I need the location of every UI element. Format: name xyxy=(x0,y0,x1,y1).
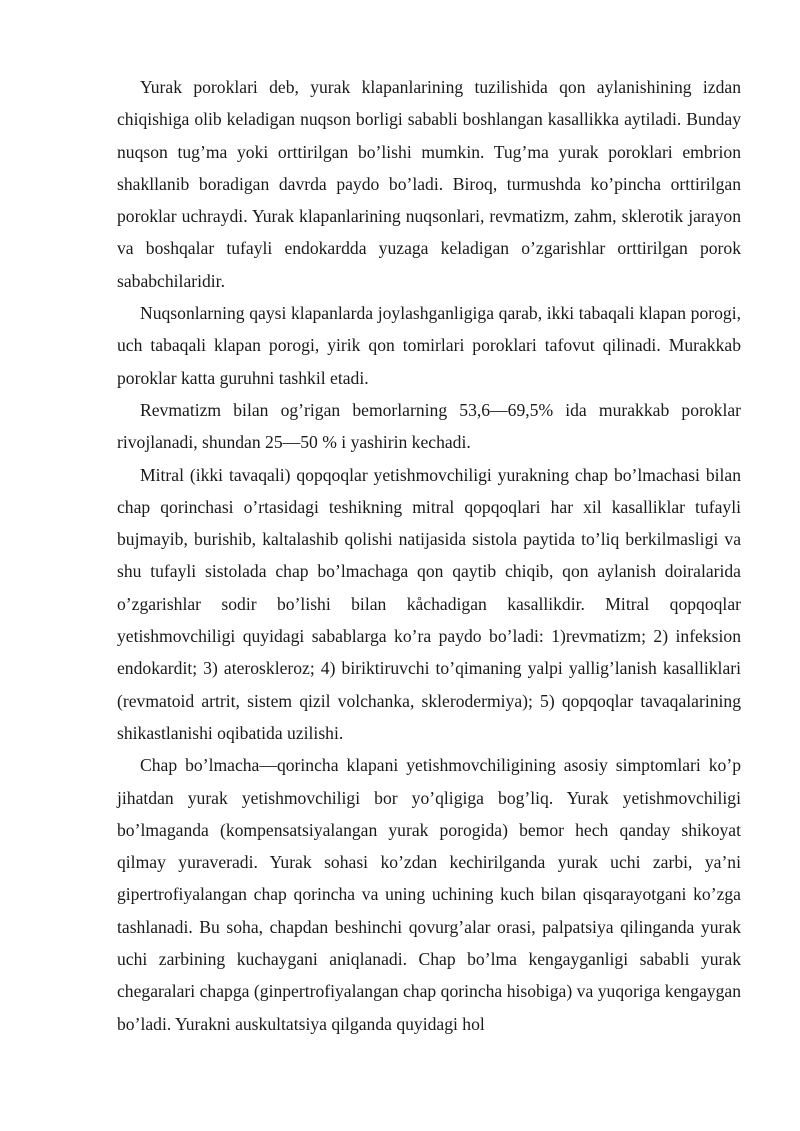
paragraph-4: Mitral (ikki tavaqali) qopqoqlar yetishmovchiligi yurakning chap bo’lmachasi bilan chap qorinchasi o’rtasidagi teshikning mitral qopqoqlari har xil kasalliklar tufayli bujmayib, burishib, kaltalashib qolishi natijasida sistola paytida to’liq berkilmasligi va shu tufayli sistolada chap bo’lmachaga qon qaytib chiqib, qon aylanish doiralarida o’zgarishlar sodir bo’lishi bilan kåchadigan kasallikdir. Mitral qopqoqlar yetishmovchiligi quyidagi sabablarga ko’ra paydo bo’ladi: 1)revmatizm; 2) infeksion endokardit; 3) ateroskleroz; 4) biriktiruvchi to’qimaning yalpi yallig’lanish kasalliklari (revmatoid artrit, sistem qizil volchanka, sklerodermiya); 5) qopqoqlar tavaqalarining shikastlanishi oqibatida uzilishi. xyxy=(117,464,741,743)
paragraph-5: Chap bo’lmacha—qorincha klapani yetishmovchiligining asosiy simptomlari ko’p jihatdan yurak yetishmovchiligi bor yo’qligiga bog’liq. Yurak yetishmovchiligi bo’lmaganda (kompensatsiyalangan yurak porogida) bemor hech qanday shikoyat qilmay yuraveradi. Yurak sohasi ko’zdan kechirilganda yurak uchi zarbi, ya’ni gipertrofiyalangan chap qorincha va uning uchining kuch bilan qisqarayotgani ko’zga tashlanadi. Bu soha, chapdan beshinchi qovurg’alar orasi, palpatsiya qilinganda yurak uchi zarbining kuchaygani aniqlanadi. Chap bo’lma kengayganligi sababli yurak chegaralari chapga (ginpertrofiyalangan chap qorincha hisobiga) va yuqoriga kengaygan bo’ladi. Yurakni auskultatsiya qilganda quyidagi hol xyxy=(117,755,741,1034)
paragraph-3: Revmatizm bilan og’rigan bemorlarning 53,6—69,5% ida murakkab poroklar rivojlanadi, shundan 25—50 % i yashirin kechadi. xyxy=(117,399,741,453)
paragraph-2: Nuqsonlarning qaysi klapanlarda joylashganligiga qarab, ikki tabaqali klapan porogi, uch tabaqali klapan porogi, yirik qon tomirlari poroklari tafovut qilinadi. Murakkab poroklar katta guruhni tashkil etadi. xyxy=(117,303,741,388)
body-text xyxy=(117,71,741,1040)
paragraph-1: Yurak poroklari deb, yurak klapanlarining tuzilishida qon aylanishining izdan chiqishiga olib keladigan nuqson borligi sababli boshlangan kasallikka aytiladi. Bunday nuqson tug’ma yoki orttirilgan bo’lishi mumkin. Tug’ma yurak poroklari embrion shakllanib boradigan davrda paydo bo’ladi. Biroq, turmushda ko’pincha orttirilgan poroklar uchraydi. Yurak klapanlarining nuqsonlari, revmatizm, zahm, sklerotik jarayon va boshqalar tufayli endokardda yuzaga keladigan o’zgarishlar orttirilgan porok sababchilaridir. xyxy=(117,77,741,291)
